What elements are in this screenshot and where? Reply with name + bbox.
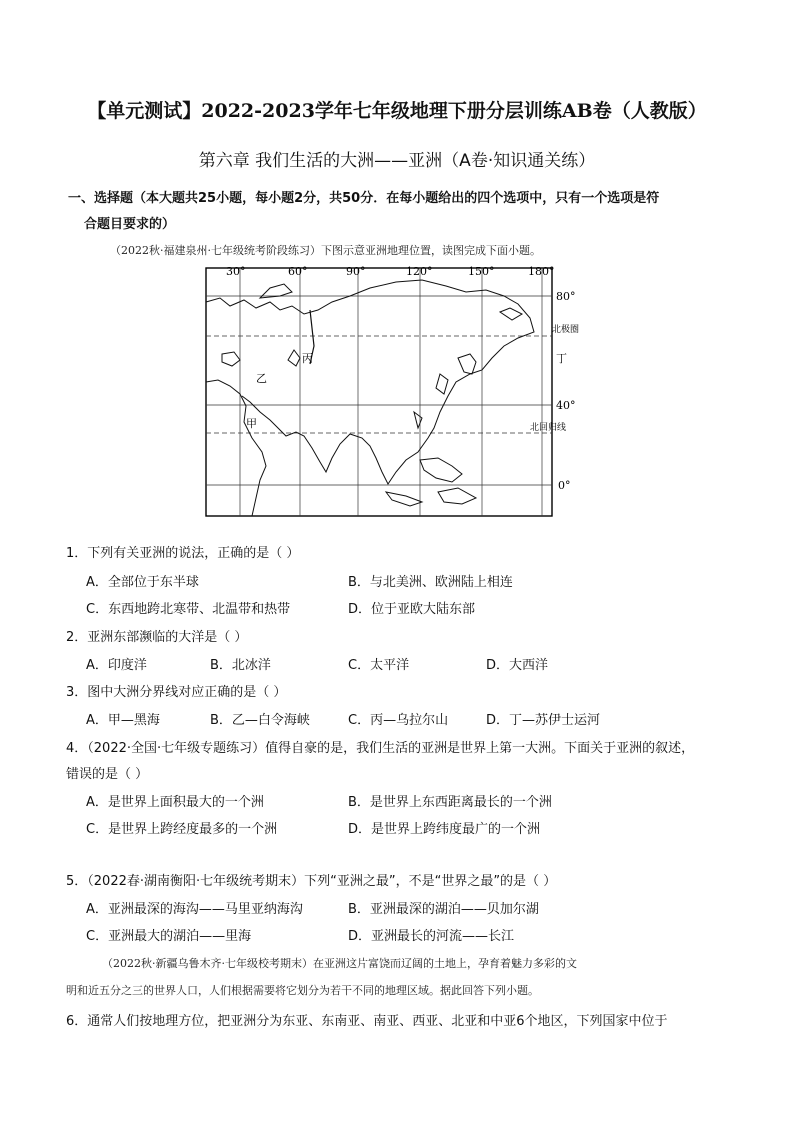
question-3-option-d[interactable]: D．丁—苏伊士运河 xyxy=(486,713,601,728)
question-3-option-a[interactable]: A．甲—黑海 xyxy=(86,713,160,728)
question-4-option-a[interactable]: A．是世界上面积最大的一个洲 xyxy=(86,795,264,810)
question-5-option-a[interactable]: A．亚洲最深的海沟——马里亚纳海沟 xyxy=(86,902,303,917)
question-4-option-c[interactable]: C．是世界上跨经度最多的一个洲 xyxy=(86,822,278,837)
asia-location-map xyxy=(200,262,588,530)
page-title: 【单元测试】2022-2023学年七年级地理下册分层训练AB卷（人教版） xyxy=(87,100,707,122)
lat-label-0: 80° xyxy=(556,290,576,303)
question-group-intro: （2022秋·福建泉州·七年级统考阶段练习）下图示意亚洲地理位置，读图完成下面小题。 xyxy=(110,244,541,257)
lon-label-2: 90° xyxy=(346,265,366,278)
question-3-option-c[interactable]: C．丙—乌拉尔山 xyxy=(348,713,449,728)
question-group-intro-2: （2022秋·新疆乌鲁木齐·七年级校考期末）在亚洲这片富饶而辽阔的土地上，孕育着魅力多彩的文 xyxy=(102,957,577,970)
question-2-option-c[interactable]: C．太平洋 xyxy=(348,658,410,673)
question-1-option-c[interactable]: C．东西地跨北寒带、北温带和热带 xyxy=(86,602,291,617)
lon-label-5: 180° xyxy=(528,265,555,278)
place-label-bing: 丙 xyxy=(302,352,313,365)
question-1-option-a[interactable]: A．全部位于东半球 xyxy=(86,575,199,590)
place-label-jia: 甲 xyxy=(246,417,257,430)
question-1-stem: 1．下列有关亚洲的说法，正确的是（ ） xyxy=(66,546,300,561)
question-group-intro-2-cont: 明和近五分之三的世界人口，人们根据需要将它划分为若干不同的地理区域。据此回答下列小题。 xyxy=(66,984,539,997)
question-1-option-d[interactable]: D．位于亚欧大陆东部 xyxy=(348,602,476,617)
tropic-of-cancer-label: 北回归线 xyxy=(530,423,567,433)
place-label-yi: 乙 xyxy=(256,372,267,385)
question-3-stem: 3．图中大洲分界线对应正确的是（ ） xyxy=(66,685,287,700)
question-2-option-b[interactable]: B．北冰洋 xyxy=(210,658,271,673)
question-2-option-a[interactable]: A．印度洋 xyxy=(86,658,147,673)
section-heading-line1: 一、选择题（本大题共25小题，每小题2分，共50分．在每小题给出的四个选项中，只有一个选项是符 xyxy=(68,191,660,206)
lon-label-4: 150° xyxy=(468,265,495,278)
question-3-option-b[interactable]: B．乙—白令海峡 xyxy=(210,713,310,728)
question-6-stem: 6．通常人们按地理方位，把亚洲分为东亚、东南亚、南亚、西亚、北亚和中亚6个地区，下列国家中位于 xyxy=(66,1014,668,1029)
question-2-option-d[interactable]: D．大西洋 xyxy=(486,658,549,673)
lon-label-1: 60° xyxy=(288,265,308,278)
lat-label-1: 40° xyxy=(556,399,576,412)
question-4-stem: 4．（2022·全国·七年级专题练习）值得自豪的是，我们生活的亚洲是世界上第一大洲。下面关于亚洲的叙述， xyxy=(66,741,695,756)
lat-label-2: 0° xyxy=(558,479,571,492)
question-5-option-c[interactable]: C．亚洲最大的湖泊——里海 xyxy=(86,929,252,944)
place-label-ding: 丁 xyxy=(556,352,567,365)
question-1-option-b[interactable]: B．与北美洲、欧洲陆上相连 xyxy=(348,575,513,590)
question-5-stem: 5．（2022春·湖南衡阳·七年级统考期末）下列“亚洲之最”，不是“世界之最”的是（ ） xyxy=(66,874,557,889)
page-subtitle: 第六章 我们生活的大洲——亚洲（A卷·知识通关练） xyxy=(198,151,596,171)
question-4-stem-cont: 错误的是（ ） xyxy=(66,767,149,782)
question-4-option-b[interactable]: B．是世界上东西距离最长的一个洲 xyxy=(348,795,552,810)
question-5-option-b[interactable]: B．亚洲最深的湖泊——贝加尔湖 xyxy=(348,902,539,917)
section-heading-line2: 合题目要求的） xyxy=(84,217,176,232)
lon-label-0: 30° xyxy=(226,265,246,278)
section-heading xyxy=(68,186,748,238)
lon-label-3: 120° xyxy=(406,265,433,278)
arctic-circle-label: 北极圈 xyxy=(552,325,580,335)
question-4-option-d[interactable]: D．是世界上跨纬度最广的一个洲 xyxy=(348,822,541,837)
question-5-option-d[interactable]: D．亚洲最长的河流——长江 xyxy=(348,929,515,944)
question-2-stem: 2．亚洲东部濒临的大洋是（ ） xyxy=(66,630,248,645)
